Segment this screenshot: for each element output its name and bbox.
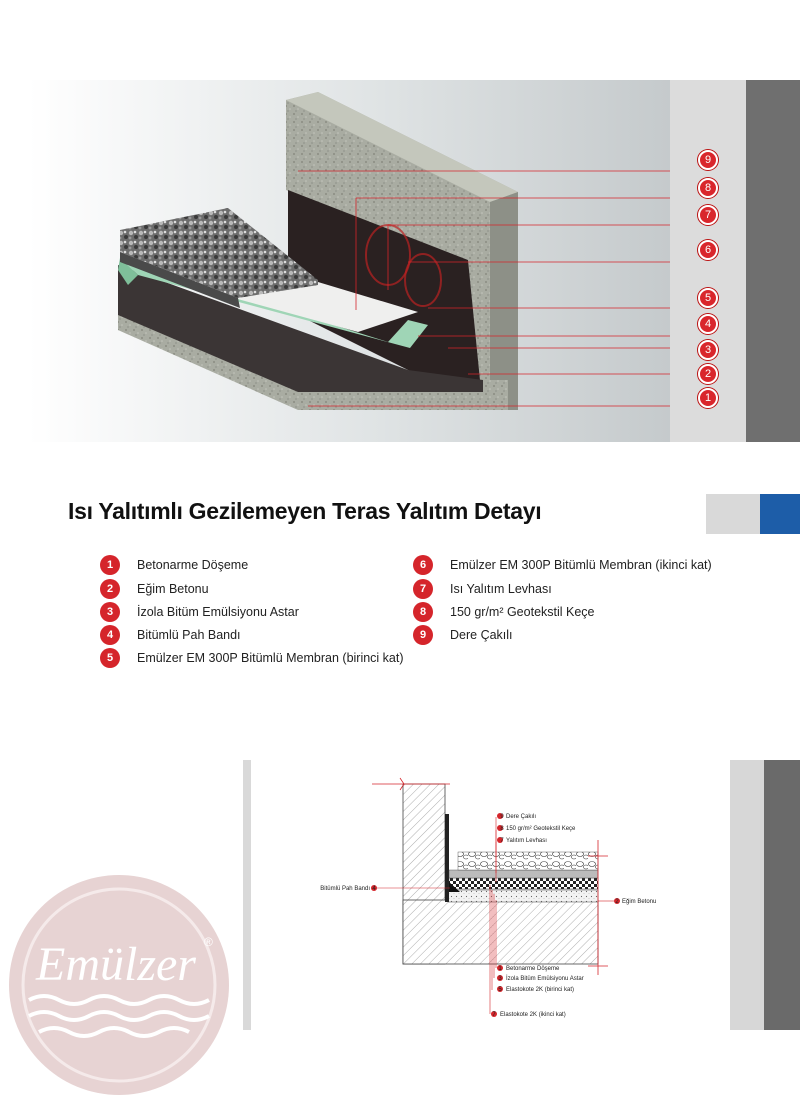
callout-8: 8: [698, 178, 718, 198]
legend-label-4: Bitümlü Pah Bandı: [137, 628, 241, 642]
legend-label-5: Emülzer EM 300P Bitümlü Membran (birinci kat): [137, 651, 404, 665]
draw-bot-label-2: İzola Bitüm Emülsiyonu Astar: [506, 976, 584, 982]
callout-7: 7: [698, 205, 718, 225]
decor-divider: [243, 760, 251, 1030]
legend-badge-5: 5: [100, 648, 120, 668]
callout-5: 5: [698, 288, 718, 308]
legend-label-6: Emülzer EM 300P Bitümlü Membran (ikinci kat): [450, 558, 712, 572]
draw-bot-label-4: Elastokote 2K (ikinci kat): [500, 1012, 566, 1018]
draw-right-label: Eğim Betonu: [622, 899, 657, 905]
draw-right-num: 2: [615, 899, 619, 905]
draw-bot-num-2: 3: [498, 976, 502, 982]
callout-1: 1: [698, 388, 718, 408]
callout-6: 6: [698, 240, 718, 260]
draw-top-num-3: 7: [500, 838, 504, 844]
draw-top-label-2: 150 gr/m² Geotekstil Keçe: [506, 826, 576, 832]
draw-bot-label-3: Elastokote 2K (birinci kat): [506, 987, 575, 993]
legend-label-2: Eğim Betonu: [137, 582, 209, 596]
draw-bot-num-4: 7: [492, 1012, 496, 1018]
decor-band-light-bottom: [730, 760, 764, 1030]
logo-registered-mark: ®: [204, 935, 213, 949]
legend-badge-4: 4: [100, 625, 120, 645]
draw-top-num-2: 8: [500, 826, 504, 832]
title-band-gray: [706, 494, 760, 534]
callout-2: 2: [698, 364, 718, 384]
legend-label-3: İzola Bitüm Emülsiyonu Astar: [137, 605, 299, 619]
legend-label-1: Betonarme Döşeme: [137, 558, 249, 572]
callout-4: 4: [698, 314, 718, 334]
logo-text: Emülzer: [36, 938, 196, 991]
legend-badge-1: 1: [100, 555, 120, 575]
draw-top-num-1: 9: [500, 814, 504, 820]
title-band-blue: [760, 494, 800, 534]
callout-9: 9: [698, 150, 718, 170]
logo-watermark: [0, 870, 244, 1110]
section-drawing: [300, 770, 680, 1030]
draw-bot-label-1: Betonarme Döşeme: [506, 966, 560, 972]
legend-badge-2: 2: [100, 579, 120, 599]
legend-badge-7: 7: [413, 579, 433, 599]
draw-bot-num-1: 1: [498, 966, 502, 972]
section-drawing-svg: [300, 770, 680, 1030]
callout-3: 3: [698, 340, 718, 360]
emulzer-logo: [0, 870, 244, 1110]
roof-3d-render: [28, 80, 670, 442]
draw-bot-num-3: 5: [498, 987, 502, 993]
page-title: Isı Yalıtımlı Gezilemeyen Teras Yalıtım Detayı: [68, 498, 542, 524]
legend-badge-3: 3: [100, 602, 120, 622]
draw-left-label: Bitümlü Pah Bandı: [320, 886, 370, 892]
legend-label-8: 150 gr/m² Geotekstil Keçe: [450, 605, 595, 619]
decor-band-dark-bottom: [764, 760, 800, 1030]
decor-band-dark: [746, 80, 800, 442]
legend-label-7: Isı Yalıtım Levhası: [450, 582, 552, 596]
legend-label-9: Dere Çakılı: [450, 628, 513, 642]
draw-top-label-1: Dere Çakılı: [506, 814, 537, 820]
roof-layers-illustration: [28, 80, 670, 442]
draw-top-label-3: Yalıtım Levhası: [506, 838, 547, 844]
legend-badge-6: 6: [413, 555, 433, 575]
draw-left-num: 4: [372, 886, 376, 892]
legend-badge-8: 8: [413, 602, 433, 622]
legend-badge-9: 9: [413, 625, 433, 645]
